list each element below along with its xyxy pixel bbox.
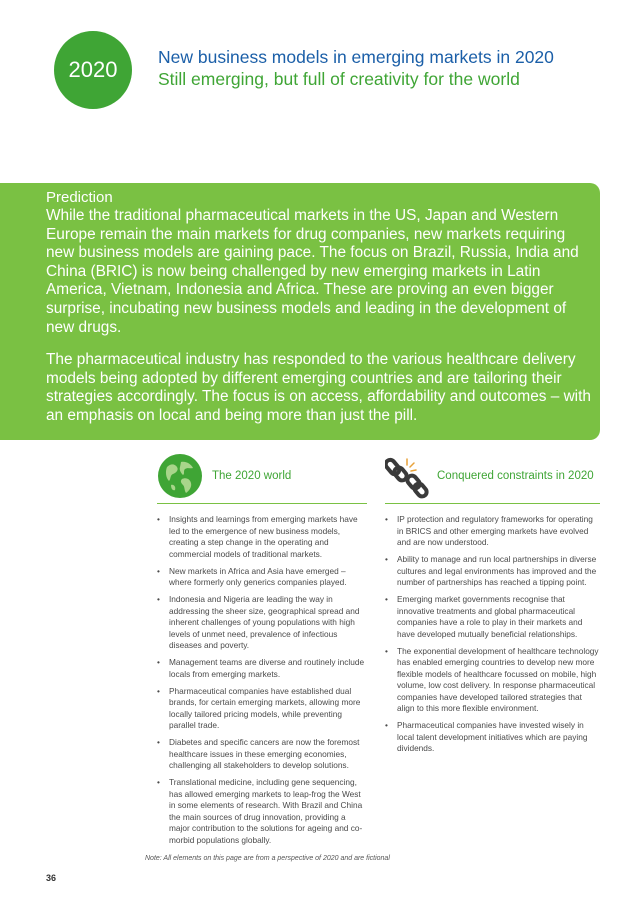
page-number: 36 (46, 873, 57, 883)
prediction-label: Prediction (46, 189, 113, 206)
list-item: • Management teams are diverse and routinely include locals from emerging markets. (157, 657, 367, 680)
list-item: • Pharmaceutical companies have established dual brands, for certain emerging markets, allowing more locally tailored pricing models, while preventing parallel trade. (157, 686, 367, 732)
page-heading (158, 46, 618, 90)
constraints-divider (385, 503, 600, 504)
list-item: • Translational medicine, including gene sequencing, has allowed emerging markets to leap-frog the West in some elements of research. With Brazil and China the main sources of drug innovation, providing a major contribution to the solutions for ageing and co-morbid populations globally. (157, 777, 367, 846)
prediction-paragraph-1: While the traditional pharmaceutical markets in the US, Japan and Western Europe remain the main markets for drug companies, new markets requiring new business models are gaining pace. The focus on Brazil, Russia, India and China (BRIC) is now being challenged by new emerging markets in Latin America, Vietnam, Indonesia and Africa. These are proving an even bigger surprise, incubating new business models and leading in the development of new drugs. (46, 207, 579, 336)
world-divider (157, 503, 367, 504)
footnote: Note: All elements on this page are from a perspective of 2020 and are fictional (145, 855, 390, 862)
list-item: • The exponential development of healthcare technology has enabled emerging countries to develop new more flexible models of healthcare focussed on mobile, high volume, low cost delivery. In response pharmaceutical companies have developed tailored strategies that align to this more flexible environment. (385, 646, 600, 715)
prediction-paragraph-2: The pharmaceutical industry has responded to the various healthcare delivery models being adopted by different emerging countries and are tailoring their strategies accordingly. The focus is on access, affordability and outcomes – with an emphasis on local and being more than just the pill. (46, 351, 591, 424)
list-item: • Pharmaceutical companies have invested wisely in local talent development initiatives which are paying dividends. (385, 720, 600, 755)
world-list (157, 514, 367, 852)
globe-icon (157, 453, 203, 499)
list-item: • IP protection and regulatory frameworks for operating in BRICS and other emerging markets have evolved and are now understood. (385, 514, 600, 549)
list-item: • Insights and learnings from emerging markets have led to the emergence of new business models, creating a step change in the operating and commercial models of traditional markets. (157, 514, 367, 560)
year-badge: 2020 (54, 31, 132, 109)
prediction-panel (0, 183, 600, 440)
world-column-title: The 2020 world (212, 470, 292, 482)
broken-chain-icon (385, 453, 429, 499)
page-title: New business models in emerging markets in 2020 (158, 47, 554, 67)
constraints-list (385, 514, 600, 760)
page-subtitle: Still emerging, but full of creativity for the world (158, 69, 520, 89)
list-item: • Ability to manage and run local partnerships in diverse cultures and legal environments has improved and the number of partnerships has reached a tipping point. (385, 554, 600, 589)
constraints-column-title: Conquered constraints in 2020 (437, 470, 594, 482)
list-item: • New markets in Africa and Asia have emerged – where formerly only generics companies played. (157, 566, 367, 589)
list-item: • Emerging market governments recognise that innovative treatments and global pharmaceutical companies have a role to play in their markets and have developed mutually beneficial relationships. (385, 594, 600, 640)
list-item: • Indonesia and Nigeria are leading the way in addressing the sheer size, geographical spread and inherent challenges of young populations with high levels of unmet need, prevalence of infectious diseases and poverty. (157, 594, 367, 652)
list-item: • Diabetes and specific cancers are now the foremost healthcare issues in these emerging economies, challenging all stakeholders to develop solutions. (157, 737, 367, 772)
